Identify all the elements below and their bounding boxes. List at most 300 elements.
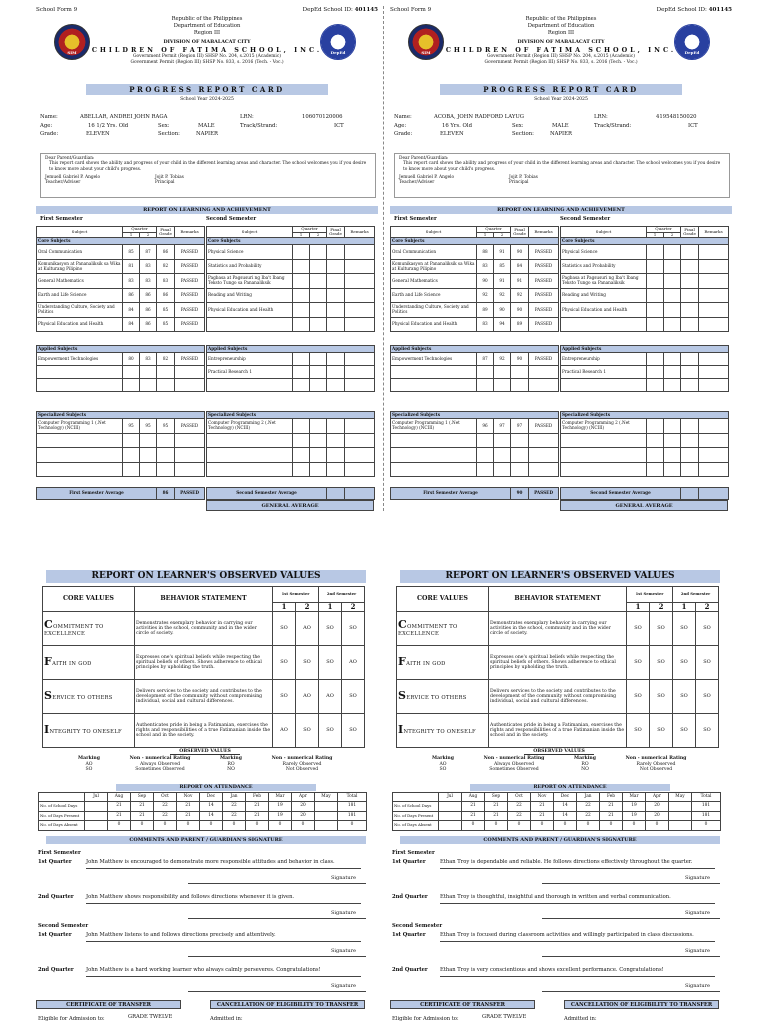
remarks [699,433,729,448]
section-row [391,238,559,245]
subject-row [207,379,375,392]
final-grade [681,353,699,366]
grade-q1 [647,274,664,289]
seal-text: SIM [67,50,77,55]
semester-average-remark: PASSED [529,488,559,500]
remarks: PASSED [529,259,559,274]
letter-signatories [399,175,725,186]
remarks [699,259,729,274]
semester-average-value: 90 [511,488,529,500]
spacer [391,392,559,412]
semester-average-value: 86 [157,488,175,500]
semester-average-remark [699,488,729,500]
remarks [175,448,205,463]
subject-name [37,379,123,392]
attendance-value: 0 [531,821,554,830]
subject-row [391,419,559,434]
value-mark: SO [650,646,673,680]
behavior-statement: Demonstrates exemplary behavior in carrying our activities in the school, community and in the wider circle of society. [489,612,627,646]
remarks: PASSED [529,303,559,318]
remarks [175,433,205,448]
comment-text: John Matthew is a hard working learner who always calmly perseveres. Congratulations! [86,967,321,973]
signature-label: Signature [684,948,710,954]
month-header: Sep [131,793,154,802]
final-grade-header: Final Grade [157,227,175,238]
comment-block [392,968,718,1000]
grade-q2 [310,288,327,303]
final-grade [511,366,529,379]
comments-second-semester: Second Semester [38,923,89,929]
subject-row [37,448,205,463]
month-header: Aug [108,793,131,802]
grade-q2 [310,259,327,274]
comment-underline [440,976,715,977]
remarks: PASSED [529,274,559,289]
grade-q1: 87 [477,353,494,366]
subject-name [561,433,647,448]
legend-header: Marking [220,756,242,762]
subject-row [561,448,729,463]
grade-q2 [664,419,681,434]
report-card-title: PROGRESS REPORT CARD [86,84,328,95]
grade-q2 [664,353,681,366]
grade-q1: 92 [477,288,494,303]
grade-q1 [477,433,494,448]
attendance-corner [39,793,85,802]
final-grade: 86 [157,288,175,303]
quarter-label: 1st Quarter [38,932,72,938]
section-row [391,412,559,419]
section-header-core: Core Subjects [37,238,205,245]
quarter-label: 2nd Quarter [38,967,74,973]
grades-table-sem2 [560,226,729,500]
letterhead [36,16,378,66]
attendance-row [39,811,367,820]
core-value-rest: NTEGRITY TO ONESELF [403,729,476,736]
spacer [561,332,729,346]
grade-q2: 91 [494,245,511,260]
letter-body: This report card shows the ability and progress of your child in the different learning areas and character. The school welcomes you if you desire to know more about your child's progress. [403,161,721,172]
section-header-spec: Specialized Subjects [391,412,559,419]
principal [509,175,619,186]
attendance-value: 0 [646,821,669,830]
deped-id-label: DepEd School ID: [302,7,353,13]
attendance-value: 0 [223,821,246,830]
month-header: Feb [600,793,623,802]
remarks [529,448,559,463]
admitted-in-label: Admitted in: [210,1016,243,1022]
final-grade [681,274,699,289]
school-name: CHILDREN OF FATIMA SCHOOL, INC. [91,45,323,54]
report-card-title: PROGRESS REPORT CARD [440,84,682,95]
subject-name: Physical Science [561,245,647,260]
remarks [345,419,375,434]
final-grade-header: Final Grade [681,227,699,238]
remarks [345,274,375,289]
subject-row [207,245,375,260]
semester-average-row [37,488,205,500]
subject-name: Computer Programming 2 (.Net Technology) (NCIII) [207,419,293,434]
spacer [391,477,559,488]
behavior-statement: Expresses one's spiritual beliefs while respecting the spiritual beliefs of others. Shows adherence to ethical principles by upholding the truth. [489,646,627,680]
subject-name [207,448,293,463]
behavior-statement: Demonstrates exemplary behavior in carrying our activities in the school, community and in the wider circle of society. [135,612,273,646]
subject-row [391,288,559,303]
spacer [207,332,375,346]
semester-2-header: 2nd Semester [673,587,719,603]
section-value: NAPIER [550,131,572,137]
section-header-spec: Specialized Subjects [37,412,205,419]
subject-name [37,433,123,448]
core-value-row [43,714,365,748]
subject-row [391,353,559,366]
subject-name: Practical Research 1 [561,366,647,379]
remarks: PASSED [529,353,559,366]
observed-values-table [396,586,719,748]
remarks [175,379,205,392]
first-semester-label: First Semester [394,216,437,222]
section-row [561,346,729,353]
subject-row [37,259,205,274]
seal-text: DepEd [330,50,346,55]
adviser-title: Teacher/Adviser [399,180,435,186]
student-name: ACOBA, JOHN RADFORD LAYUG [434,114,525,120]
report-card-back-2 [390,566,720,1024]
subject-name: Physical Education and Health [207,303,293,318]
attendance-row [393,802,721,811]
attendance-value: 20 [292,802,315,811]
subject-row [207,366,375,379]
subject-row [207,317,375,332]
grade-q2: 86 [140,317,157,332]
month-header: Aug [462,793,485,802]
subject-row [37,462,205,477]
grade-q1 [477,366,494,379]
quarter-1-header: 1 [293,232,310,238]
principal-title: Principal [509,180,529,186]
signature-line [188,883,366,884]
grade-q1 [647,448,664,463]
spacer-row [561,477,729,488]
subject-name: Understanding Culture, Society and Politics [391,303,477,318]
subject-name [561,448,647,463]
final-grade: 89 [511,317,529,332]
behavior-statement: Authenticates pride in being a Fatimanian, exercises the rights and responsibilities of a true Fatimanian inside the school and in the society. [489,714,627,748]
subject-name: Physical Education and Health [37,317,123,332]
deped-id-value: 401145 [708,7,732,13]
attendance-value: 22 [508,802,531,811]
grade-q1 [123,366,140,379]
learning-report-title: REPORT ON LEARNING AND ACHIEVEMENT [390,206,732,214]
final-grade: 83 [157,274,175,289]
comment-block [392,860,718,892]
age-label: Age: [394,122,407,129]
grade-q2: 91 [494,274,511,289]
attendance-value [85,802,108,811]
attendance-value: 19 [269,802,292,811]
attendance-value: 0 [292,821,315,830]
comment-text: Ethan Troy is very conscientious and shows excellent performance. Congratulations! [440,967,664,973]
info-row [394,123,730,132]
subject-row [37,245,205,260]
month-header: Sep [485,793,508,802]
quarter-label: 2nd Quarter [392,967,428,973]
second-semester-label: Second Semester [560,216,611,222]
remarks [699,303,729,318]
signature-line [542,956,720,957]
quarter-1-header: 1 [123,232,140,238]
quarter-2-header: 2 [664,232,681,238]
adviser [399,175,509,186]
core-value-name [43,646,135,680]
spacer-row [37,477,205,488]
grade-q1 [123,462,140,477]
value-mark: SO [342,612,365,646]
attendance-value: 22 [577,802,600,811]
subject-row [207,448,375,463]
attendance-value: 0 [108,821,131,830]
remarks: PASSED [175,353,205,366]
grade-q1 [647,245,664,260]
subject-name: Practical Research 1 [207,366,293,379]
subject-name: Oral Communication [37,245,123,260]
attendance-value: 20 [292,811,315,820]
remarks [345,303,375,318]
attendance-value: 0 [554,821,577,830]
value-mark: SO [319,714,342,748]
subject-row [37,419,205,434]
lrn-value: 419548150020 [656,114,697,120]
subject-name: Physical Science [207,245,293,260]
quarter-label: 2nd Quarter [38,894,74,900]
section-header-applied: Applied Subjects [37,346,205,353]
grade-q1: 89 [477,303,494,318]
principal-title: Principal [155,180,175,186]
attendance-value: 21 [600,802,623,811]
first-semester-label: First Semester [40,216,83,222]
attendance-value: 0 [131,821,154,830]
subject-row [37,274,205,289]
subject-name [207,379,293,392]
legend-cell: AO [85,761,93,767]
grade-q1 [293,433,310,448]
attendance-header-row [393,793,721,802]
final-grade: 82 [157,353,175,366]
remarks: PASSED [529,288,559,303]
grade-value: ELEVEN [440,131,464,137]
month-header: Apr [292,793,315,802]
semester-average-label: Second Semester Average [561,488,681,500]
attendance-value: 181 [338,811,367,820]
comment-underline [440,903,715,904]
core-value-name [43,714,135,748]
quarter-2-header: 2 [140,232,157,238]
final-grade: 82 [157,259,175,274]
spacer-row [37,332,205,346]
value-mark: SO [319,646,342,680]
legend-header: Marking [432,756,454,762]
letterhead [390,16,732,66]
remarks [175,366,205,379]
subject-row [391,259,559,274]
letter-body: This report card shows the ability and progress of your child in the different learning areas and character. The school welcomes you if you desire to know more about your child's progress. [49,161,367,172]
attendance-value: 0 [269,821,292,830]
quarter-label: 1st Quarter [392,859,426,865]
observed-values-title: REPORT ON LEARNER'S OBSERVED VALUES [46,570,366,583]
grade-q1: 81 [123,259,140,274]
signature-line [542,883,720,884]
comment-text: John Matthew is encouraged to demonstrate more responsible attitudes and behavior in class. [86,859,335,865]
final-grade: 85 [157,303,175,318]
semester-1-header: 1st Semester [273,587,319,603]
grade-q1: 83 [477,317,494,332]
semester-average-value [681,488,699,500]
grade-q1 [293,303,310,318]
remarks [529,366,559,379]
subject-name [561,379,647,392]
comment-block [38,968,364,1000]
comment-underline [86,976,361,977]
core-value-initial: I [398,723,404,737]
report-card-front-2 [390,6,732,511]
final-grade [681,433,699,448]
grade-q1 [123,448,140,463]
final-grade: 95 [157,419,175,434]
final-grade [157,433,175,448]
attendance-row [393,821,721,830]
attendance-row [39,821,367,830]
sex-value: MALE [198,122,215,129]
signature-label: Signature [684,875,710,881]
month-header: Mar [269,793,292,802]
grade-q2 [664,288,681,303]
subject-name: General Mathematics [37,274,123,289]
grade-q1: 86 [123,288,140,303]
signature-label: Signature [330,948,356,954]
student-info [40,114,376,140]
value-mark: SO [296,646,319,680]
subject-name: Empowerment Technologies [391,353,477,366]
subject-name: Computer Programming 1 (.Net Technology) (NCIII) [37,419,123,434]
attendance-value [669,811,692,820]
attendance-value: 14 [554,811,577,820]
value-mark: AO [342,646,365,680]
behavior-statement-header: BEHAVIOR STATEMENT [135,587,273,612]
subject-row [391,317,559,332]
month-header: Jul [439,793,462,802]
attendance-value: 21 [246,811,269,820]
semester-average-label: Second Semester Average [207,488,327,500]
remarks [345,259,375,274]
subject-row [207,419,375,434]
attendance-value: 0 [177,821,200,830]
track-value: ICT [334,122,344,129]
final-grade [327,433,345,448]
subject-name [37,366,123,379]
grade-q1: 83 [477,259,494,274]
remarks [699,419,729,434]
subject-name [391,379,477,392]
section-row [391,346,559,353]
subject-row [207,259,375,274]
semester-average-label: First Semester Average [37,488,157,500]
final-grade [681,317,699,332]
spacer [561,392,729,412]
section-header-core: Core Subjects [207,238,375,245]
attendance-title: REPORT ON ATTENDANCE [116,784,316,791]
core-value-rest: AITH IN GOD [52,661,92,668]
info-row [394,114,730,123]
core-values-header: CORE VALUES [43,587,135,612]
legend-title: OBSERVED VALUES [524,749,594,755]
spacer-row [207,392,375,412]
grade-q1 [293,419,310,434]
info-row [40,131,376,140]
semester-average-value [327,488,345,500]
section-row [37,412,205,419]
grade-q2 [664,448,681,463]
remarks [699,379,729,392]
signature-line [542,991,720,992]
principal [155,175,265,186]
core-value-rest: ERVICE TO OTHERS [406,695,467,702]
track-value: ICT [688,122,698,129]
values-header-row [397,587,719,603]
grade-q2: 90 [494,303,511,318]
remarks: PASSED [175,317,205,332]
grade-q2 [664,317,681,332]
lrn-label: LRN: [240,114,254,120]
core-value-name [397,612,489,646]
report-card-front-1 [36,6,378,511]
value-mark: SO [650,612,673,646]
final-grade: 85 [157,317,175,332]
subject-row [561,303,729,318]
subject-row [391,274,559,289]
value-mark: AO [319,680,342,714]
final-grade [157,448,175,463]
legend-cell: Always Observed [493,761,535,767]
remarks [345,288,375,303]
month-header: May [669,793,692,802]
semester-1-header: 1st Semester [627,587,673,603]
attendance-value: 0 [600,821,623,830]
attendance-title: REPORT ON ATTENDANCE [470,784,670,791]
grade-q1: 95 [123,419,140,434]
legend-header: Marking [574,756,596,762]
final-grade [327,366,345,379]
adviser-name: Jemuell Gabriel P. Angelo [45,175,101,181]
final-grade [327,303,345,318]
school-form-label: School Form 9 [390,7,432,13]
remarks-header: Remarks [345,227,375,238]
core-value-name [397,680,489,714]
attendance-value: 20 [646,802,669,811]
behavior-statement-header: BEHAVIOR STATEMENT [489,587,627,612]
attendance-table [392,792,721,831]
grade-value: ELEVEN [86,131,110,137]
remarks [345,317,375,332]
remarks [699,353,729,366]
final-grade: 90 [511,353,529,366]
month-header: Apr [646,793,669,802]
grade-q2 [664,259,681,274]
comment-block [392,895,718,927]
value-mark: SO [273,612,296,646]
principal-name: Jojit P. Tobias [509,175,538,181]
behavior-statement: Delivers services to the society and contributes to the development of the community without compromising individual, social and cultural differences. [135,680,273,714]
section-header-applied: Applied Subjects [391,346,559,353]
